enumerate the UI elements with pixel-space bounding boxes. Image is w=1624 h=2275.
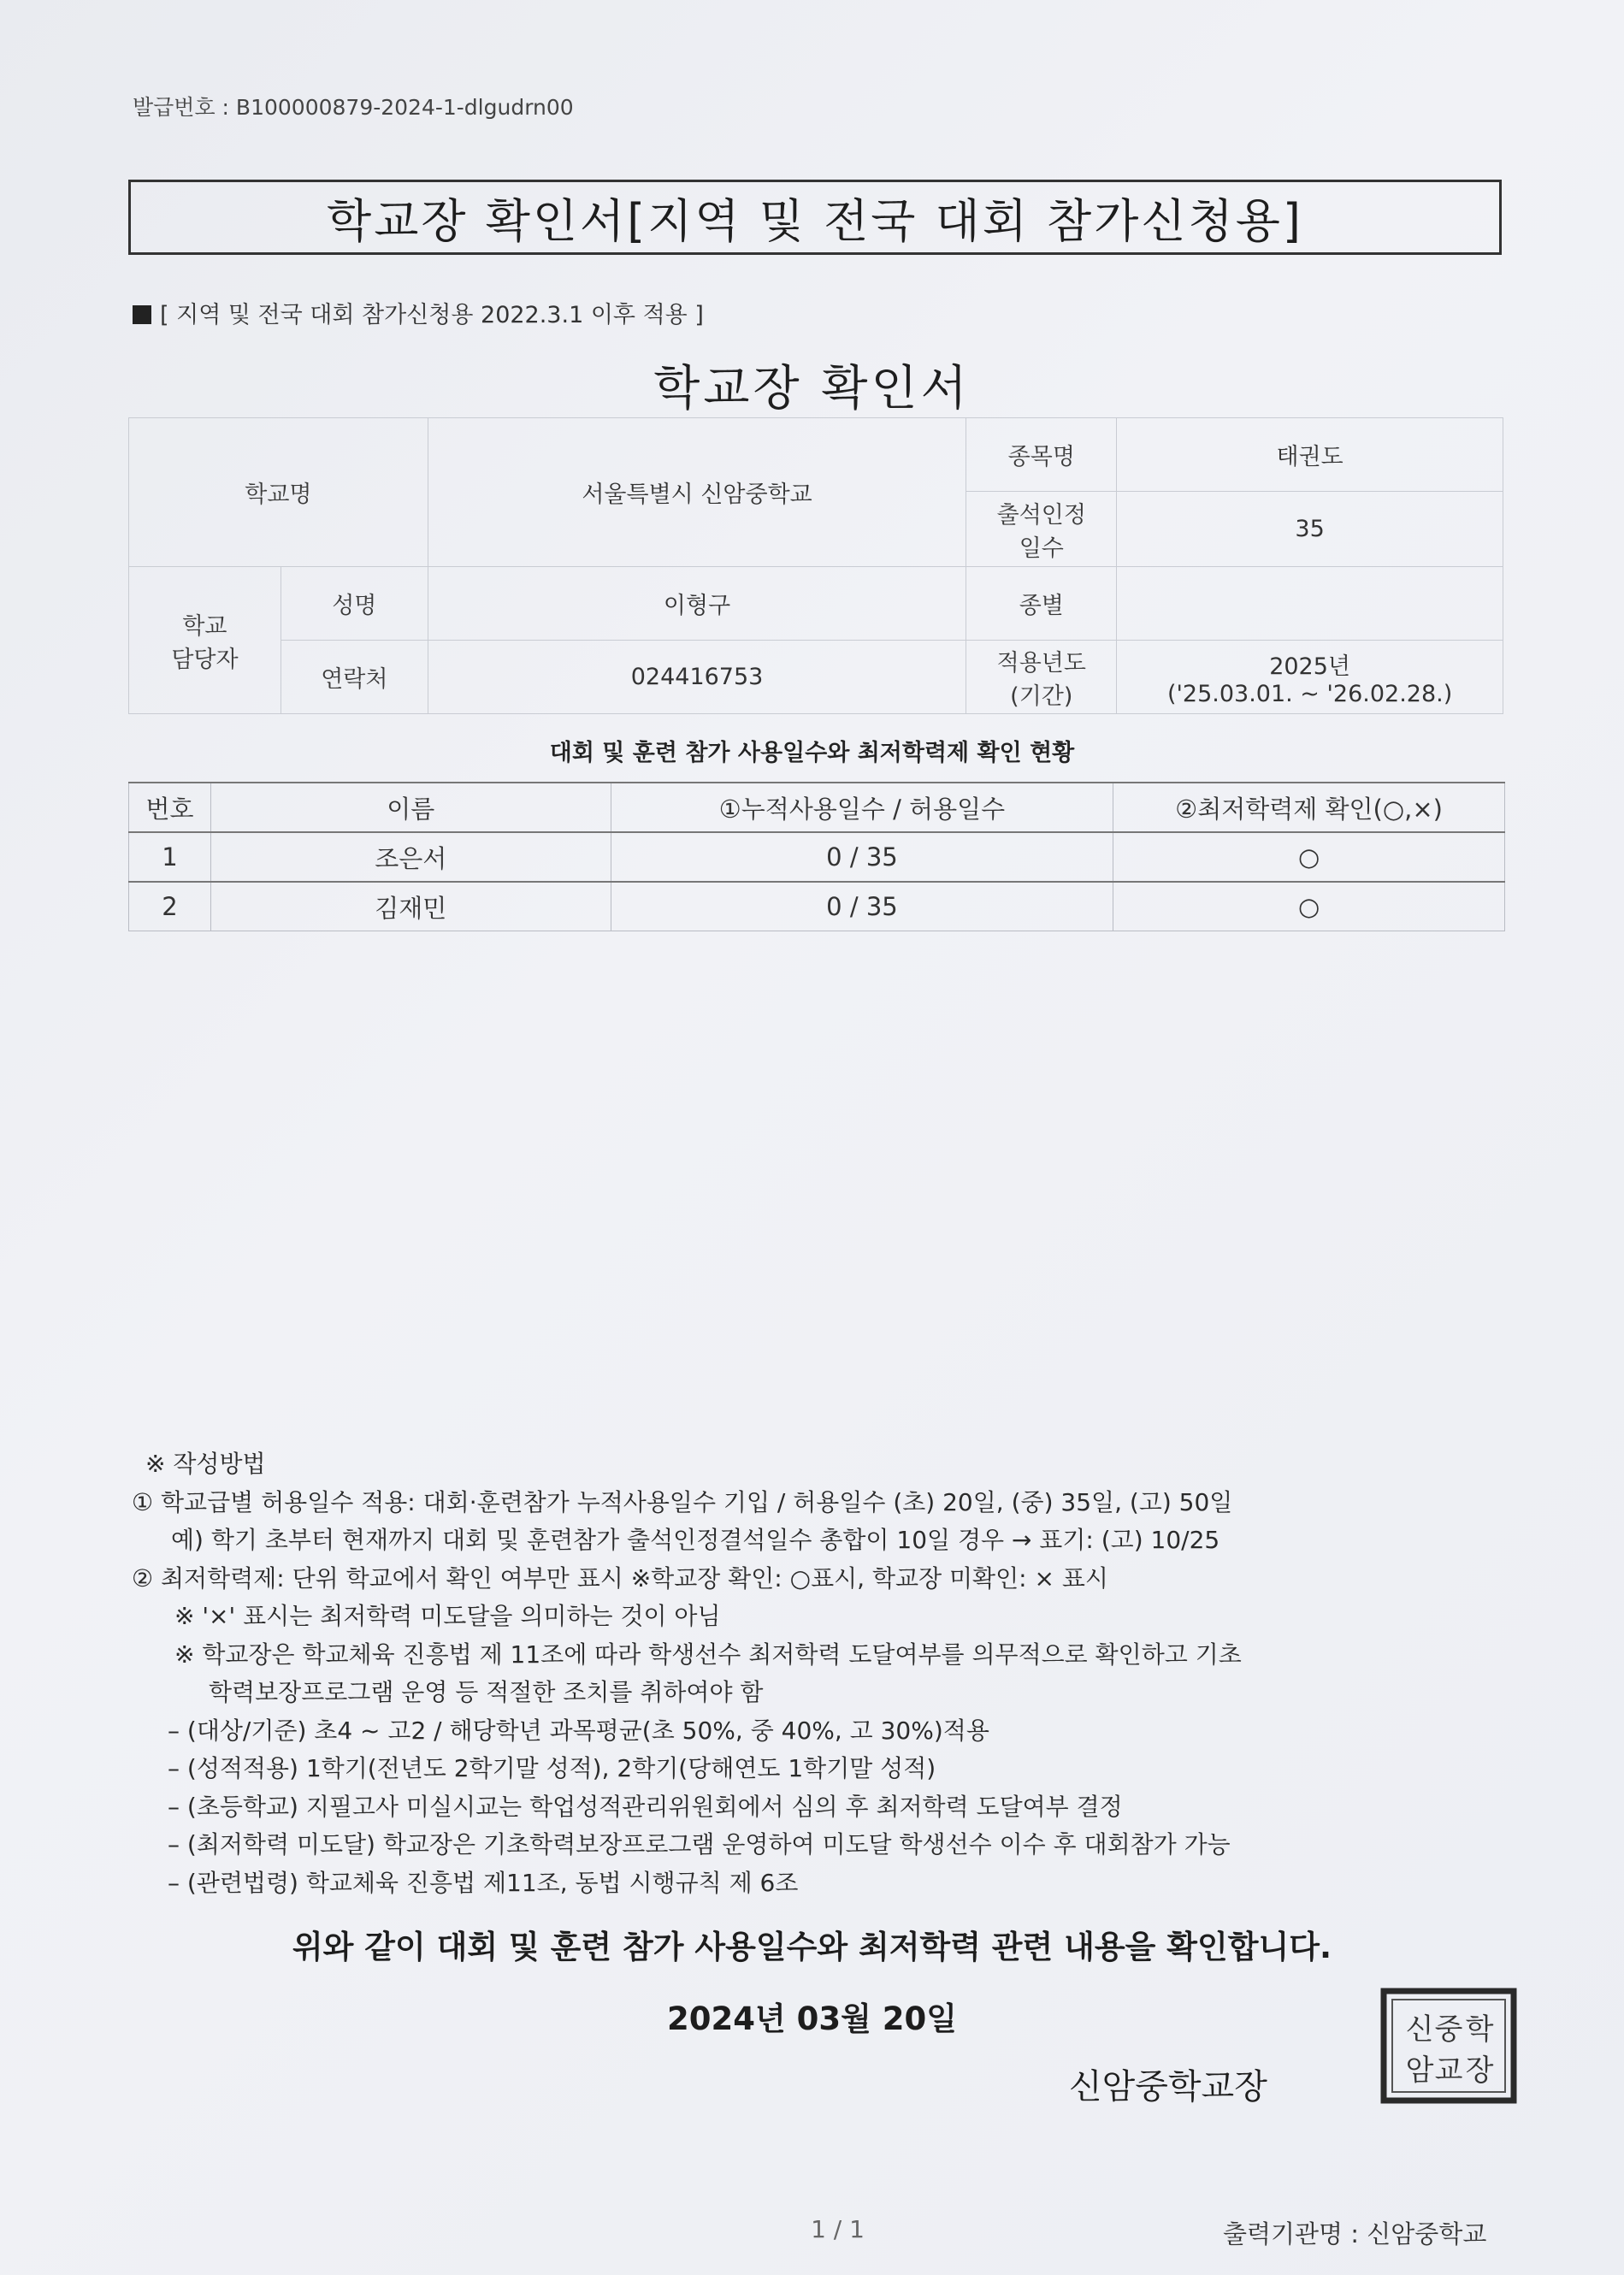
row-name: 김재민 [210,882,611,931]
note-line: – (관련법령) 학교체육 진흥법 제11조, 동법 시행규칙 제 6조 [168,1868,799,1897]
school-name-value: 서울특별시 신암중학교 [428,418,966,567]
attendance-label-line2: 일수 [1019,535,1064,562]
manager-label [129,567,281,714]
output-organization: 출력기관명 : 신암중학교 [1223,2219,1487,2248]
attendance-label-line1: 출석인정 [996,501,1086,529]
category-label: 종별 [966,567,1117,641]
note-line: 예) 학기 초부터 현재까지 대회 및 훈련참가 출석인정결석일수 총합이 10일 경우 → 표기: (고) 10/25 [171,1526,1220,1554]
row-check: ○ [1113,832,1505,882]
year-label-line1: 적용년도 [996,649,1086,677]
main-heading: 학교장 확인서 [653,361,971,417]
note-line: 학력보장프로그램 운영 등 적절한 조치를 취하여야 함 [209,1678,764,1706]
svg-text:신: 신 [1405,2012,1434,2047]
row-no: 1 [129,832,211,882]
manager-label-line1: 학교 [182,612,227,640]
year-label [966,641,1117,714]
page-number: 1 / 1 [811,2215,865,2243]
note-line: – (최저학력 미도달) 학교장은 기초학력보장프로그램 운영하여 미도달 학생선수 이수 후 대회참가 가능 [168,1830,1231,1858]
category-value [1117,567,1503,641]
name-value: 이형구 [428,567,966,641]
status-heading: 대회 및 훈련 참가 사용일수와 최저학력제 확인 현황 [549,740,1075,766]
row-no: 2 [129,882,211,931]
row-check: ○ [1113,882,1505,931]
year-label-line2: (기간) [1010,682,1073,710]
issue-date: 2024년 03월 20일 [667,2000,957,2037]
header-check: ②최저학력제 확인(○,×) [1113,783,1505,832]
year-value [1117,641,1503,714]
attendance-label [966,492,1117,567]
info-table [128,417,1503,714]
school-name-label: 학교명 [129,418,428,567]
attendance-value: 35 [1117,492,1503,567]
issue-number: 발급번호 : B100000879-2024-1-dlgudrn00 [133,95,574,120]
row-days: 0 / 35 [611,832,1113,882]
note-line: – (초등학교) 지필고사 미실시교는 학업성적관리위원회에서 심의 후 최저학력 도달여부 결정 [168,1792,1123,1821]
table-row [129,832,1505,882]
note-line: – (대상/기준) 초4 ~ 고2 / 해당학년 과목평균(초 50%, 중 40%, 고 30%)적용 [168,1716,989,1745]
header-no: 번호 [129,783,211,832]
official-seal-icon [1379,1986,1519,2106]
subnote [133,296,704,329]
svg-text:중: 중 [1434,2012,1463,2047]
row-name: 조은서 [210,832,611,882]
writing-instructions [132,1445,1242,1902]
document-title: 학교장 확인서[지역 및 전국 대회 참가신청용] [128,180,1502,255]
note-line: ② 최저학력제: 단위 학교에서 확인 여부만 표시 ※학교장 확인: ○표시, 학교장 미확인: × 표시 [132,1563,1108,1592]
header-days: ①누적사용일수 / 허용일수 [611,783,1113,832]
header-name: 이름 [210,783,611,832]
contact-value: 024416753 [428,641,966,714]
svg-text:장: 장 [1465,2053,1494,2088]
svg-text:학: 학 [1465,2012,1494,2047]
note-line: ※ 학교장은 학교체육 진흥법 제 11조에 따라 학생선수 최저학력 도달여부를 의무적으로 확인하고 기초 [174,1640,1242,1669]
square-bullet-icon [133,305,151,324]
row-days: 0 / 35 [611,882,1113,931]
subnote-text: [ 지역 및 전국 대회 참가신청용 2022.3.1 이후 적용 ] [160,302,704,328]
status-table [128,782,1505,931]
note-line: ① 학교급별 허용일수 적용: 대회·훈련참가 누적사용일수 기입 / 허용일수 (초) 20일, (중) 35일, (고) 50일 [132,1487,1233,1516]
principal-title: 신암중학교장 [1069,2067,1267,2107]
note-line: – (성적적용) 1학기(전년도 2학기말 성적), 2학기(당해연도 1학기말 성적) [168,1754,936,1782]
event-label: 종목명 [966,418,1117,492]
manager-label-line2: 담당자 [171,646,239,673]
note-line: ※ '×' 표시는 최저학력 미도달을 의미하는 것이 아님 [174,1602,721,1630]
confirmation-statement: 위와 같이 대회 및 훈련 참가 사용일수와 최저학력 관련 내용을 확인합니다. [292,1929,1332,1965]
name-label: 성명 [281,567,428,641]
table-row [129,882,1505,931]
note-line: ※ 작성방법 [145,1450,266,1478]
period-text: ('25.03.01. ~ '26.02.28.) [1166,680,1453,707]
svg-text:암: 암 [1405,2053,1434,2088]
event-value: 태권도 [1117,418,1503,492]
year-text: 2025년 [1269,653,1350,680]
svg-text:교: 교 [1434,2053,1463,2088]
contact-label: 연락처 [281,641,428,714]
